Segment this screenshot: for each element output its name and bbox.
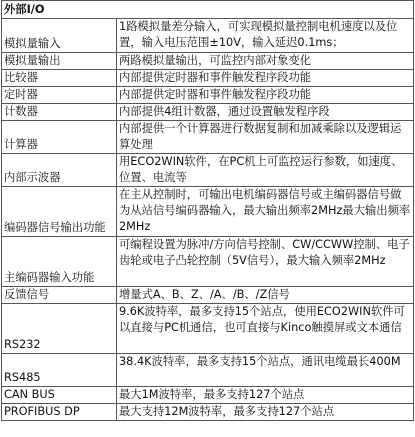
spec-table: [1, 0, 414, 421]
row-desc: 内部提供4组计数器，通过设置触发程序段: [117, 104, 414, 121]
row-desc: 内部提供定时器和事件触发程序段功能: [117, 70, 414, 87]
row-name: 反馈信号: [2, 287, 117, 304]
table-row: [2, 87, 414, 104]
table-row: [2, 53, 414, 70]
row-name: RS232: [2, 304, 117, 354]
table-row: [2, 187, 414, 237]
row-name: 编码器信号输出功能: [2, 187, 117, 237]
table-row: [2, 287, 414, 304]
row-name: PROFIBUS DP: [2, 404, 117, 421]
row-desc: 用ECO2WIN软件，在PC机上可监控运行参数，如速度、位置、电流等: [117, 154, 414, 187]
row-desc: 在主从控制时，可输出电机编码器信号或主编码器信号做为从站信号编码器输入，最大输出频率2MHz最大输出频率2MHz: [117, 187, 414, 237]
table-row: [2, 404, 414, 421]
row-name: 计数器: [2, 104, 117, 121]
row-desc: 内部提供定时器和事件触发程序段功能: [117, 87, 414, 104]
table-header: 外部I/O: [2, 1, 414, 19]
row-desc: 38.4K波特率，最多支持15个站点，通讯电缆最长400M: [117, 354, 414, 387]
table-row: [2, 154, 414, 187]
row-desc: 9.6K波特率，最多支持15个站点，使用ECO2WIN软件可以直接与PC机通信，也可直接与Kinco触摸屏或文本通信: [117, 304, 414, 354]
table-row: [2, 70, 414, 87]
row-name: 模拟量输入: [2, 19, 117, 53]
table-row: [2, 19, 414, 53]
row-desc: 最大1M波特率，最多支持127个站点: [117, 387, 414, 404]
row-desc: 可编程设置为脉冲/方向信号控制、CW/CCWW控制、电子齿轮或电子凸轮控制（5V信号），最大输入频率2MHz: [117, 237, 414, 287]
row-name: RS485: [2, 354, 117, 387]
row-name: 计算器: [2, 121, 117, 154]
table-row: [2, 354, 414, 387]
row-name: 模拟量输出: [2, 53, 117, 70]
row-name: 主编码器输入功能: [2, 237, 117, 287]
row-desc: 两路模拟量输出，可监控内部对象变化: [117, 53, 414, 70]
row-name: 定时器: [2, 87, 117, 104]
row-name: CAN BUS: [2, 387, 117, 404]
row-desc: 1路模拟量差分输入，可实现模拟量控制电机速度以及位置，输入电压范围±10V，输入延迟0.1ms；: [117, 19, 414, 53]
table-row: [2, 104, 414, 121]
table-row: [2, 387, 414, 404]
table-row: [2, 304, 414, 354]
table-header-row: [2, 1, 414, 19]
table-row: [2, 237, 414, 287]
row-name: 比较器: [2, 70, 117, 87]
table-row: [2, 121, 414, 154]
row-desc: 最大支持12M波特率，最多支持127个站点: [117, 404, 414, 421]
row-desc: 内部提供一个计算器进行数据复制和加减乘除以及逻辑运算处理: [117, 121, 414, 154]
row-name: 内部示波器: [2, 154, 117, 187]
row-desc: 增量式A、B、Z、/A、/B、/Z信号: [117, 287, 414, 304]
